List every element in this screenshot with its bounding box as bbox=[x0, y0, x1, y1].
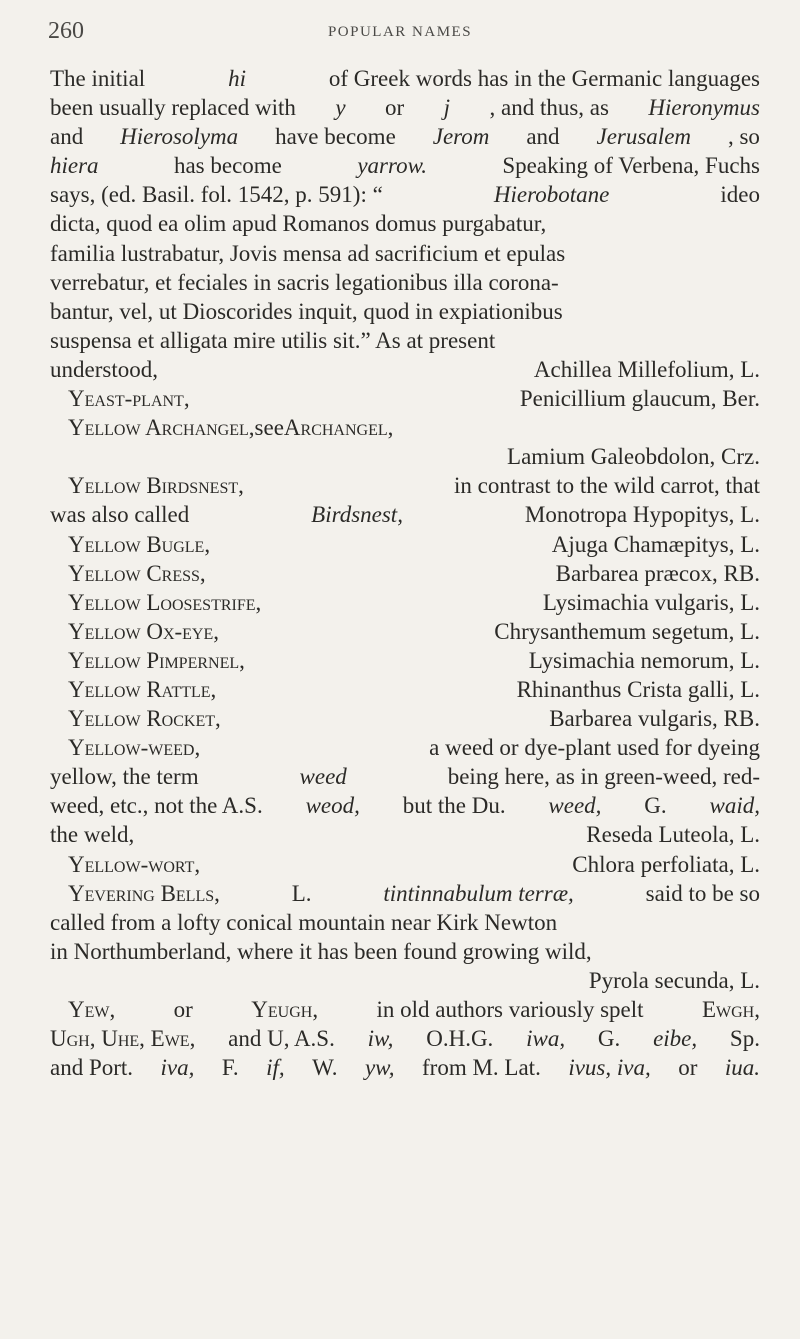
text-line bbox=[50, 182, 760, 211]
text-line bbox=[50, 619, 760, 648]
running-head: POPULAR NAMES bbox=[327, 24, 473, 40]
italic-text: weed bbox=[299, 764, 347, 790]
italic-text: hiera bbox=[50, 153, 99, 179]
text-span: in contrast to the wild carrot, that bbox=[454, 473, 760, 499]
text-span: familia lustrabatur, Jovis mensa ad sacrificium et epulas bbox=[50, 240, 566, 266]
text-span: Sp. bbox=[729, 1026, 760, 1052]
text-span: called from a lofty conical mountain near Kirk Newton bbox=[50, 909, 558, 935]
text-line bbox=[50, 735, 760, 764]
text-span: and bbox=[50, 124, 84, 150]
text-span: in Northumberland, where it has been found growing wild, bbox=[50, 938, 592, 964]
text-span: in old authors variously spelt bbox=[376, 997, 644, 1022]
text-span: Lysimachia nemorum, L. bbox=[528, 647, 760, 673]
text-span: or bbox=[385, 95, 405, 121]
italic-text: waid, bbox=[709, 793, 760, 819]
text-span: Speaking of Verbena, Fuchs bbox=[502, 153, 760, 179]
text-line bbox=[50, 590, 760, 619]
text-span: , so bbox=[727, 124, 760, 150]
text-span: of Greek words has in the Germanic languages bbox=[328, 66, 760, 91]
text-span: Barbarea præcox, RB. bbox=[555, 560, 760, 586]
entry-term: Yellow Bugle, bbox=[68, 531, 211, 557]
italic-text: iva, bbox=[160, 1055, 195, 1081]
text-span: Penicillium glaucum, Ber. bbox=[519, 386, 760, 412]
entry-term: Yellow Rocket, bbox=[68, 706, 221, 732]
italic-text: Birdsnest, bbox=[311, 502, 403, 528]
italic-text: iua. bbox=[724, 1055, 760, 1081]
text-span: a weed or dye-plant used for dyeing bbox=[429, 735, 760, 761]
text-line bbox=[50, 561, 760, 590]
text-span: see bbox=[254, 415, 284, 441]
entry-term: Yellow-weed, bbox=[68, 735, 201, 761]
entry-term: Yellow Pimpernel, bbox=[68, 647, 245, 673]
entry-term: Yellow Loosestrife, bbox=[68, 589, 262, 615]
italic-text: if, bbox=[266, 1055, 285, 1081]
text-line bbox=[50, 852, 760, 881]
text-span: verrebatur, et feciales in sacris legationibus illa corona- bbox=[50, 269, 559, 295]
page-header bbox=[48, 18, 752, 48]
text-span: or bbox=[173, 997, 193, 1022]
text-span: bantur, vel, ut Dioscorides inquit, quod in expiationibus bbox=[50, 298, 563, 324]
text-span: Chlora perfoliata, L. bbox=[572, 851, 760, 877]
text-line bbox=[50, 939, 760, 968]
text-line bbox=[50, 1026, 760, 1055]
text-line bbox=[50, 328, 760, 357]
text-line bbox=[50, 95, 760, 124]
text-line bbox=[50, 997, 760, 1026]
text-span: being here, as in green-weed, red- bbox=[447, 764, 760, 790]
text-span: but the Du. bbox=[402, 793, 506, 819]
text-line bbox=[50, 1055, 760, 1084]
entry-term: Yeugh, bbox=[251, 997, 319, 1022]
text-line bbox=[50, 241, 760, 270]
text-span: understood, bbox=[50, 356, 158, 382]
text-span: said to be so bbox=[645, 880, 760, 906]
italic-text: iwa, bbox=[526, 1026, 566, 1052]
text-line bbox=[50, 270, 760, 299]
text-span: suspensa et alligata mire utilis sit.” As at present bbox=[50, 327, 496, 353]
text-span: , and thus, as bbox=[489, 95, 609, 121]
text-span: F. bbox=[221, 1055, 239, 1081]
text-span: the weld, bbox=[50, 822, 135, 848]
text-line bbox=[50, 357, 760, 386]
entry-term: Yevering Bells, bbox=[68, 880, 220, 906]
text-line bbox=[50, 648, 760, 677]
entry-term: Archangel, bbox=[283, 415, 394, 441]
entry-term: Ewgh, bbox=[701, 997, 760, 1022]
text-line bbox=[50, 299, 760, 328]
text-span: G. bbox=[597, 1026, 621, 1052]
text-span: yellow, the term bbox=[50, 764, 199, 790]
entry-term: Yeast-plant, bbox=[68, 386, 190, 412]
italic-text: yw, bbox=[364, 1055, 395, 1081]
text-line bbox=[50, 473, 760, 502]
text-span: Pyrola secunda, L. bbox=[588, 967, 760, 993]
entry-term: Ugh, Uhe, Ewe, bbox=[50, 1026, 196, 1052]
text-line bbox=[50, 502, 760, 531]
text-span: Monotropa Hypopitys, L. bbox=[524, 502, 760, 528]
italic-text: j bbox=[443, 95, 451, 121]
text-line bbox=[50, 793, 760, 822]
text-line bbox=[50, 532, 760, 561]
text-span: Achillea Millefolium, L. bbox=[533, 356, 760, 382]
text-span: Lysimachia vulgaris, L. bbox=[542, 589, 760, 615]
text-span: O.H.G. bbox=[426, 1026, 494, 1052]
text-span: or bbox=[678, 1055, 698, 1081]
entry-term: Yellow Archangel, bbox=[68, 415, 255, 441]
text-span: says, (ed. Basil. fol. 1542, p. 591): “ bbox=[50, 182, 383, 208]
text-span: Chrysanthemum segetum, L. bbox=[494, 618, 760, 644]
italic-text: Jerusalem bbox=[596, 124, 692, 150]
italic-text: eibe, bbox=[653, 1026, 698, 1052]
text-span: L. bbox=[291, 880, 312, 906]
text-line bbox=[50, 968, 760, 997]
text-line bbox=[50, 415, 760, 444]
text-span: Ajuga Chamæpitys, L. bbox=[551, 531, 760, 557]
text-span: Lamium Galeobdolon, Crz. bbox=[507, 444, 760, 470]
italic-text: hi bbox=[228, 66, 246, 91]
text-line bbox=[50, 66, 760, 95]
italic-text: yarrow. bbox=[357, 153, 427, 179]
text-line bbox=[50, 822, 760, 851]
text-line bbox=[50, 124, 760, 153]
text-span: from M. Lat. bbox=[422, 1055, 541, 1081]
entry-term: Yellow Rattle, bbox=[68, 676, 217, 702]
text-line bbox=[50, 211, 760, 240]
entry-term: Yellow Cress, bbox=[68, 560, 206, 586]
text-span: Barbarea vulgaris, RB. bbox=[549, 706, 760, 732]
entry-term: Yew, bbox=[68, 997, 116, 1022]
text-span: ideo bbox=[720, 182, 760, 208]
italic-text: Hierosolyma bbox=[120, 124, 239, 150]
text-span: have become bbox=[275, 124, 396, 150]
text-line bbox=[50, 706, 760, 735]
italic-text: weod, bbox=[305, 793, 360, 819]
text-span: and U, A.S. bbox=[228, 1026, 335, 1052]
text-line bbox=[50, 910, 760, 939]
text-line bbox=[50, 881, 760, 910]
text-line bbox=[50, 444, 760, 473]
text-line bbox=[50, 386, 760, 415]
text-span: Rhinanthus Crista galli, L. bbox=[516, 676, 760, 702]
text-span: weed, etc., not the A.S. bbox=[50, 793, 263, 819]
italic-text: ivus, iva, bbox=[568, 1055, 651, 1081]
italic-text: y bbox=[335, 95, 346, 121]
entry-term: Yellow Birdsnest, bbox=[68, 473, 244, 499]
text-span: Reseda Luteola, L. bbox=[586, 822, 760, 848]
text-line bbox=[50, 153, 760, 182]
page-number: 260 bbox=[48, 18, 84, 44]
text-span: and Port. bbox=[50, 1055, 134, 1081]
italic-text: Jerom bbox=[432, 124, 490, 150]
text-span: dicta, quod ea olim apud Romanos domus purgabatur, bbox=[50, 211, 547, 237]
text-span: G. bbox=[644, 793, 667, 819]
italic-text: iw, bbox=[367, 1026, 394, 1052]
italic-text: weed, bbox=[548, 793, 602, 819]
page-body bbox=[50, 66, 760, 1084]
text-span: and bbox=[526, 124, 560, 150]
text-span: was also called bbox=[50, 502, 190, 528]
italic-text: Hieronymus bbox=[648, 95, 760, 121]
italic-text: tintinnabulum terræ, bbox=[383, 880, 574, 906]
italic-text: Hierobotane bbox=[493, 182, 610, 208]
text-span: has become bbox=[173, 153, 282, 179]
text-span: The initial bbox=[50, 66, 146, 91]
text-line bbox=[50, 677, 760, 706]
entry-term: Yellow Ox-eye, bbox=[68, 618, 220, 644]
text-span: been usually replaced with bbox=[50, 95, 296, 121]
text-span: W. bbox=[312, 1055, 338, 1081]
text-line bbox=[50, 764, 760, 793]
entry-term: Yellow-wort, bbox=[68, 851, 201, 877]
